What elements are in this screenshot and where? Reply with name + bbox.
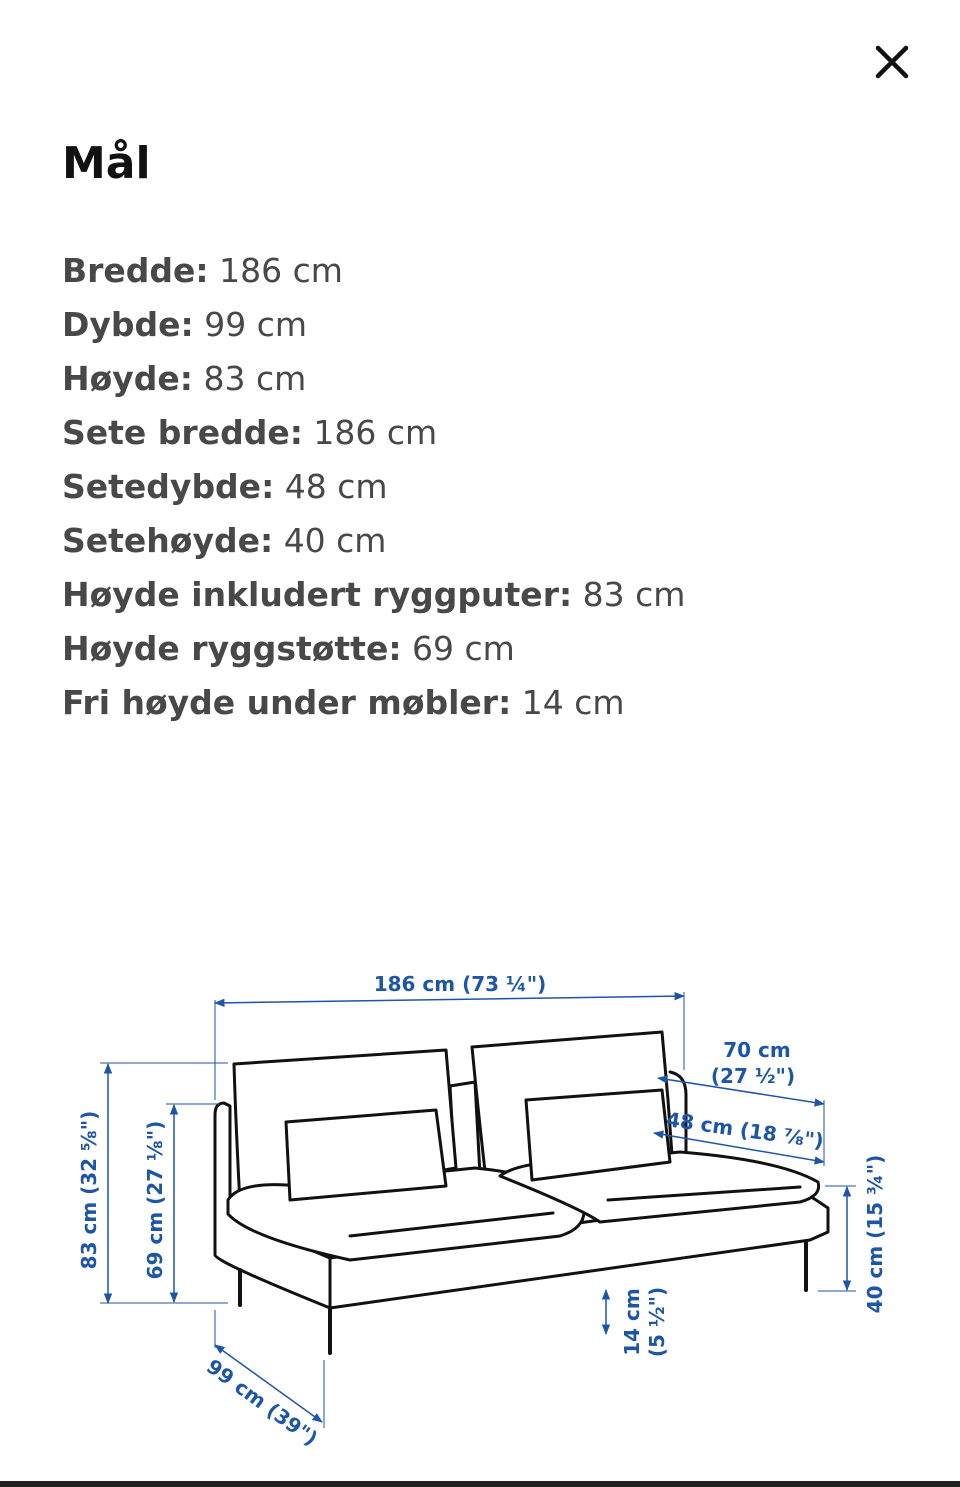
bottom-bar [0,1481,960,1487]
page-title: Mål [62,138,151,189]
clearance-label: 14 cm [620,1288,644,1356]
close-icon [870,40,914,84]
depth-label: 99 cm (39") [202,1354,323,1451]
close-button[interactable] [870,40,914,84]
spec-seat-depth: Setedybde: 48 cm [62,467,388,506]
sofa-dimension-diagram [0,940,960,1480]
width-dimension-label: 186 cm (73 ¼") [373,972,547,996]
depth-top-label-inches: (27 ½") [710,1064,796,1088]
spec-backrest-height: Høyde ryggstøtte: 69 cm [62,629,515,668]
spec-clearance: Fri høyde under møbler: 14 cm [62,683,625,722]
depth-top-label: 70 cm [723,1038,791,1062]
clearance-label-inches: (5 ½") [645,1286,669,1358]
seat-height-label: 40 cm (15 ¾") [863,1154,887,1314]
spec-seat-height: Setehøyde: 40 cm [62,521,387,560]
back-height-label: 69 cm (27 ⅛") [143,1120,167,1280]
spec-height: Høyde: 83 cm [62,359,307,398]
spec-width: Bredde: 186 cm [62,251,343,290]
spec-seat-width: Sete bredde: 186 cm [62,413,438,452]
seat-depth-label: 48 cm (18 ⅞") [664,1107,826,1153]
spec-depth: Dybde: 99 cm [62,305,308,344]
dimension-list [62,244,685,730]
height-label: 83 cm (32 ⅝") [77,1110,101,1270]
spec-height-cushions: Høyde inkludert ryggputer: 83 cm [62,575,686,614]
